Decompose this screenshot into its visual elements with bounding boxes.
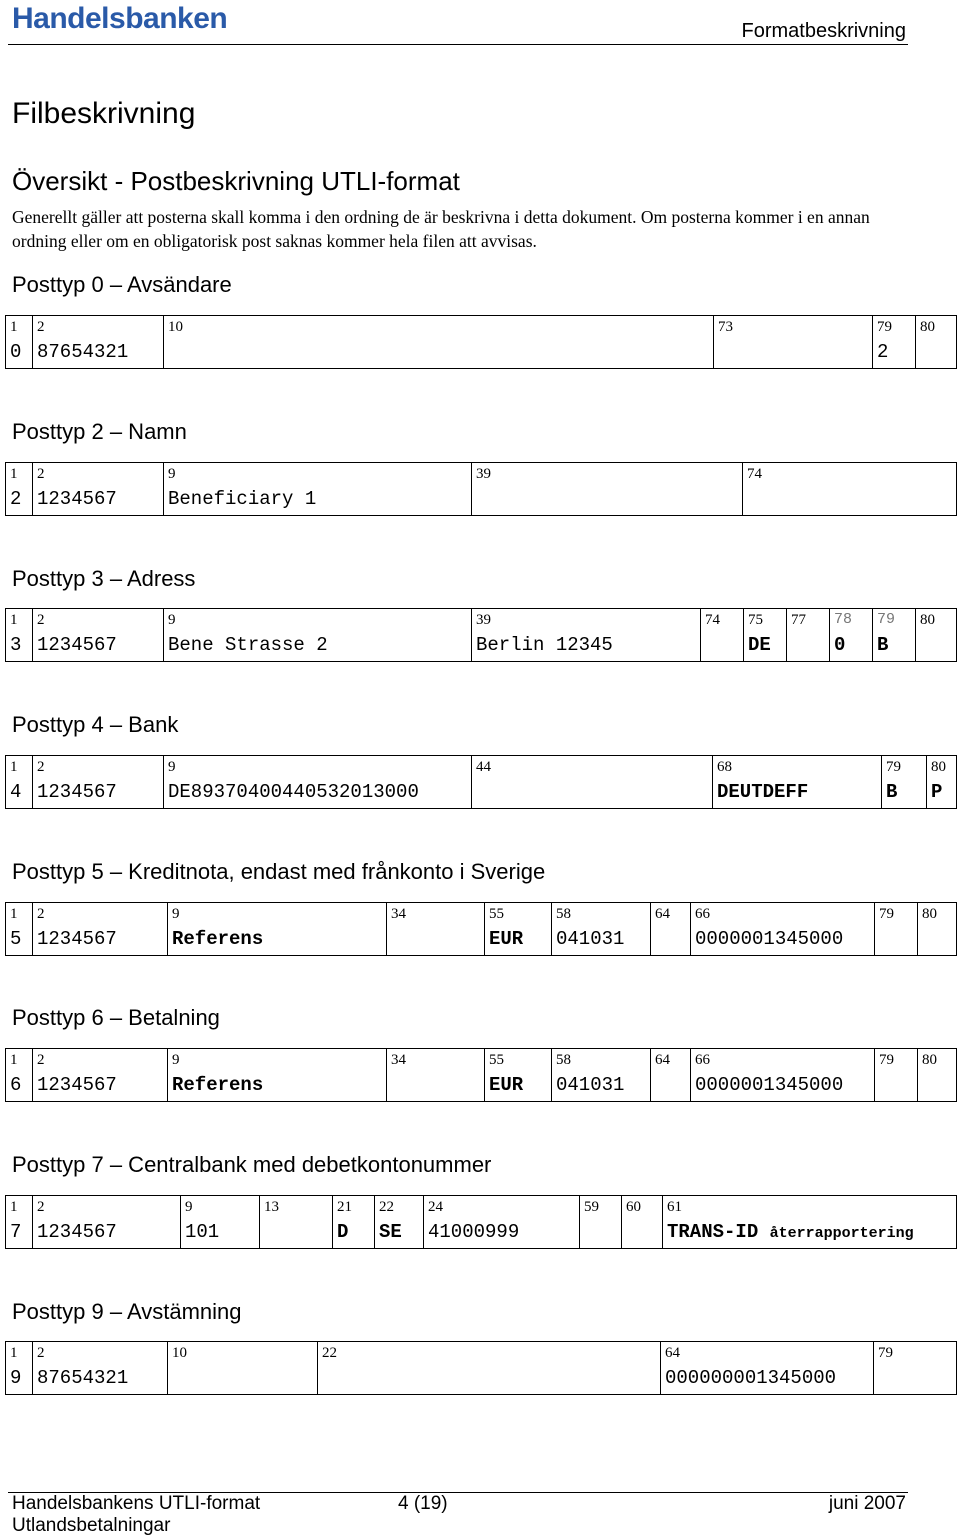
field-cell xyxy=(915,315,957,369)
field-position: 80 xyxy=(920,319,935,335)
field-position: 74 xyxy=(705,612,720,628)
field-position: 10 xyxy=(168,319,183,335)
field-cell xyxy=(917,1048,957,1102)
field-cell xyxy=(874,1048,918,1102)
field-value: 87654321 xyxy=(37,1367,129,1389)
field-value: 3 xyxy=(10,634,22,656)
field-position: 79 xyxy=(886,759,901,775)
field-value: Bene Strasse 2 xyxy=(168,634,328,656)
field-value: 0 xyxy=(834,634,846,656)
field-value: 9 xyxy=(10,1367,22,1389)
trans-id-note: återrapportering xyxy=(769,1225,914,1242)
field-position: 2 xyxy=(37,759,45,775)
intro-paragraph: Generellt gäller att posterna skall komma i den ordning de är beskrivna i detta dokument. Om posterna kommer i en annan ordning eller om en obligatorisk post saknas kommer hela filen att avvisas. xyxy=(12,207,870,251)
field-cell xyxy=(163,608,472,662)
field-value: 87654321 xyxy=(37,341,129,363)
field-cell xyxy=(374,1195,424,1249)
field-value: 041031 xyxy=(556,928,625,950)
field-value: D xyxy=(337,1221,349,1243)
field-cell xyxy=(650,1048,691,1102)
field-value: 1234567 xyxy=(37,1074,117,1096)
document-type: Formatbeskrivning xyxy=(741,20,906,42)
field-value: B xyxy=(877,634,889,656)
field-position: 9 xyxy=(168,759,176,775)
field-position: 34 xyxy=(391,906,406,922)
field-position: 39 xyxy=(476,612,491,628)
field-cell xyxy=(163,315,714,369)
field-cell xyxy=(32,902,168,956)
field-value: 1234567 xyxy=(37,928,117,950)
field-position: 2 xyxy=(37,906,45,922)
field-cell xyxy=(386,902,485,956)
field-cell xyxy=(690,1048,875,1102)
field-position: 55 xyxy=(489,1052,504,1068)
field-cell xyxy=(167,1341,318,1395)
field-value: EUR xyxy=(489,1074,524,1096)
field-position: 2 xyxy=(37,319,45,335)
field-value: 4 xyxy=(10,781,22,803)
field-cell xyxy=(713,315,873,369)
field-position: 24 xyxy=(428,1199,443,1215)
field-value: 1234567 xyxy=(37,1221,117,1243)
field-position: 78 xyxy=(834,611,853,628)
field-value: Referens xyxy=(172,1074,264,1096)
field-cell xyxy=(829,608,873,662)
record-heading: Posttyp 7 – Centralbank med debetkontonummer xyxy=(12,1152,492,1177)
field-position: 1 xyxy=(10,759,18,775)
field-cell xyxy=(32,315,164,369)
field-position: 9 xyxy=(172,1052,180,1068)
field-cell xyxy=(551,902,651,956)
field-position: 1 xyxy=(10,319,18,335)
field-position: 79 xyxy=(878,1345,893,1361)
field-cell xyxy=(881,755,927,809)
field-cell xyxy=(660,1341,874,1395)
field-value: B xyxy=(886,781,898,803)
brand-logo: Handelsbanken xyxy=(12,2,228,35)
field-cell xyxy=(872,315,916,369)
field-position: 44 xyxy=(476,759,491,775)
field-value: 0000001345000 xyxy=(695,928,844,950)
field-cell xyxy=(926,755,957,809)
field-cell xyxy=(712,755,882,809)
field-value: DE xyxy=(748,634,771,656)
field-position: 79 xyxy=(879,1052,894,1068)
field-cell xyxy=(484,902,552,956)
record-heading: Posttyp 3 – Adress xyxy=(12,566,196,591)
field-cell xyxy=(5,1195,33,1249)
record-heading: Posttyp 0 – Avsändare xyxy=(12,272,232,297)
field-position: 10 xyxy=(172,1345,187,1361)
field-position: 64 xyxy=(665,1345,680,1361)
field-cell xyxy=(5,608,33,662)
field-cell xyxy=(662,1195,957,1249)
field-position: 1 xyxy=(10,1052,18,1068)
field-cell xyxy=(167,902,387,956)
field-cell xyxy=(551,1048,651,1102)
field-value: DE89370400440532013000 xyxy=(168,781,419,803)
field-cell xyxy=(742,462,957,516)
record-heading: Posttyp 9 – Avstämning xyxy=(12,1299,242,1324)
field-value: 41000999 xyxy=(428,1221,520,1243)
field-cell xyxy=(317,1341,661,1395)
field-position: 64 xyxy=(655,1052,670,1068)
field-position: 1 xyxy=(10,906,18,922)
field-position: 2 xyxy=(37,466,45,482)
field-cell xyxy=(471,608,701,662)
field-value xyxy=(667,1221,914,1245)
field-position: 1 xyxy=(10,612,18,628)
field-position: 64 xyxy=(655,906,670,922)
field-value: 1234567 xyxy=(37,488,117,510)
field-cell xyxy=(180,1195,260,1249)
field-cell xyxy=(32,1048,168,1102)
field-cell xyxy=(484,1048,552,1102)
field-position: 74 xyxy=(747,466,762,482)
field-position: 13 xyxy=(264,1199,279,1215)
field-cell xyxy=(423,1195,580,1249)
field-value: Beneficiary 1 xyxy=(168,488,317,510)
field-position: 75 xyxy=(748,612,763,628)
field-position: 77 xyxy=(791,612,806,628)
field-cell xyxy=(32,1195,181,1249)
field-cell xyxy=(5,1341,33,1395)
field-cell xyxy=(471,462,743,516)
field-value: Referens xyxy=(172,928,264,950)
field-position: 68 xyxy=(717,759,732,775)
footer-section-name: Utlandsbetalningar xyxy=(12,1515,171,1536)
field-value: EUR xyxy=(489,928,524,950)
field-position: 1 xyxy=(10,466,18,482)
field-value: 101 xyxy=(185,1221,220,1243)
section-subtitle: Översikt - Postbeskrivning UTLI-format xyxy=(12,166,460,196)
field-value: Berlin 12345 xyxy=(476,634,613,656)
field-value: 2 xyxy=(877,341,889,363)
field-position: 66 xyxy=(695,906,710,922)
field-cell xyxy=(5,462,33,516)
field-cell xyxy=(915,608,957,662)
field-position: 9 xyxy=(168,466,176,482)
field-position: 21 xyxy=(337,1199,352,1215)
field-cell xyxy=(650,902,691,956)
field-position: 60 xyxy=(626,1199,641,1215)
field-position: 22 xyxy=(322,1345,337,1361)
field-value: 000000001345000 xyxy=(665,1367,837,1389)
field-cell xyxy=(917,902,957,956)
field-cell xyxy=(32,462,164,516)
field-cell xyxy=(873,1341,957,1395)
field-cell xyxy=(32,608,164,662)
field-cell xyxy=(5,755,33,809)
record-heading: Posttyp 6 – Betalning xyxy=(12,1005,220,1030)
field-cell xyxy=(163,755,472,809)
field-cell xyxy=(874,902,918,956)
page-title: Filbeskrivning xyxy=(12,97,196,130)
field-cell xyxy=(872,608,916,662)
field-value: 0000001345000 xyxy=(695,1074,844,1096)
field-cell xyxy=(5,315,33,369)
field-cell xyxy=(621,1195,663,1249)
header-rule xyxy=(8,44,908,45)
field-value: 1234567 xyxy=(37,634,117,656)
field-position: 66 xyxy=(695,1052,710,1068)
field-value: P xyxy=(931,781,943,803)
record-heading: Posttyp 5 – Kreditnota, endast med frånkonto i Sverige xyxy=(12,859,546,884)
field-position: 9 xyxy=(172,906,180,922)
footer-page-number: 4 (19) xyxy=(398,1493,448,1514)
field-position: 9 xyxy=(168,612,176,628)
field-value: 5 xyxy=(10,928,22,950)
field-position: 80 xyxy=(920,612,935,628)
field-cell xyxy=(700,608,744,662)
field-position: 79 xyxy=(879,906,894,922)
field-cell xyxy=(332,1195,375,1249)
field-position: 2 xyxy=(37,1052,45,1068)
field-cell xyxy=(32,755,164,809)
trans-id-label: TRANS-ID xyxy=(667,1221,759,1243)
field-cell xyxy=(5,902,33,956)
field-value: SE xyxy=(379,1221,402,1243)
field-position: 73 xyxy=(718,319,733,335)
field-value: 1234567 xyxy=(37,781,117,803)
field-value: 041031 xyxy=(556,1074,625,1096)
field-position: 2 xyxy=(37,612,45,628)
field-cell xyxy=(743,608,787,662)
field-position: 2 xyxy=(37,1345,45,1361)
field-position: 34 xyxy=(391,1052,406,1068)
field-position: 2 xyxy=(37,1199,45,1215)
field-cell xyxy=(5,1048,33,1102)
record-heading: Posttyp 4 – Bank xyxy=(12,712,179,737)
field-value: 6 xyxy=(10,1074,22,1096)
field-position: 39 xyxy=(476,466,491,482)
field-position: 80 xyxy=(922,906,937,922)
footer-document-name: Handelsbankens UTLI-format xyxy=(12,1493,261,1514)
field-position: 79 xyxy=(877,319,892,335)
field-position: 9 xyxy=(185,1199,193,1215)
field-position: 58 xyxy=(556,1052,571,1068)
field-value: 0 xyxy=(10,341,22,363)
field-cell xyxy=(690,902,875,956)
field-cell xyxy=(259,1195,333,1249)
field-position: 59 xyxy=(584,1199,599,1215)
field-cell xyxy=(32,1341,168,1395)
field-cell xyxy=(163,462,472,516)
field-position: 79 xyxy=(877,611,896,628)
field-cell xyxy=(167,1048,387,1102)
field-value: 2 xyxy=(10,488,22,510)
field-position: 1 xyxy=(10,1199,18,1215)
field-cell xyxy=(471,755,713,809)
field-position: 58 xyxy=(556,906,571,922)
field-position: 1 xyxy=(10,1345,18,1361)
field-value: 7 xyxy=(10,1221,22,1243)
field-position: 61 xyxy=(667,1199,682,1215)
field-cell xyxy=(386,1048,485,1102)
field-position: 22 xyxy=(379,1199,394,1215)
field-position: 80 xyxy=(931,759,946,775)
field-position: 55 xyxy=(489,906,504,922)
footer-date: juni 2007 xyxy=(828,1493,906,1514)
field-position: 80 xyxy=(922,1052,937,1068)
field-value: DEUTDEFF xyxy=(717,781,809,803)
field-cell xyxy=(786,608,830,662)
field-cell xyxy=(579,1195,622,1249)
record-heading: Posttyp 2 – Namn xyxy=(12,419,187,444)
